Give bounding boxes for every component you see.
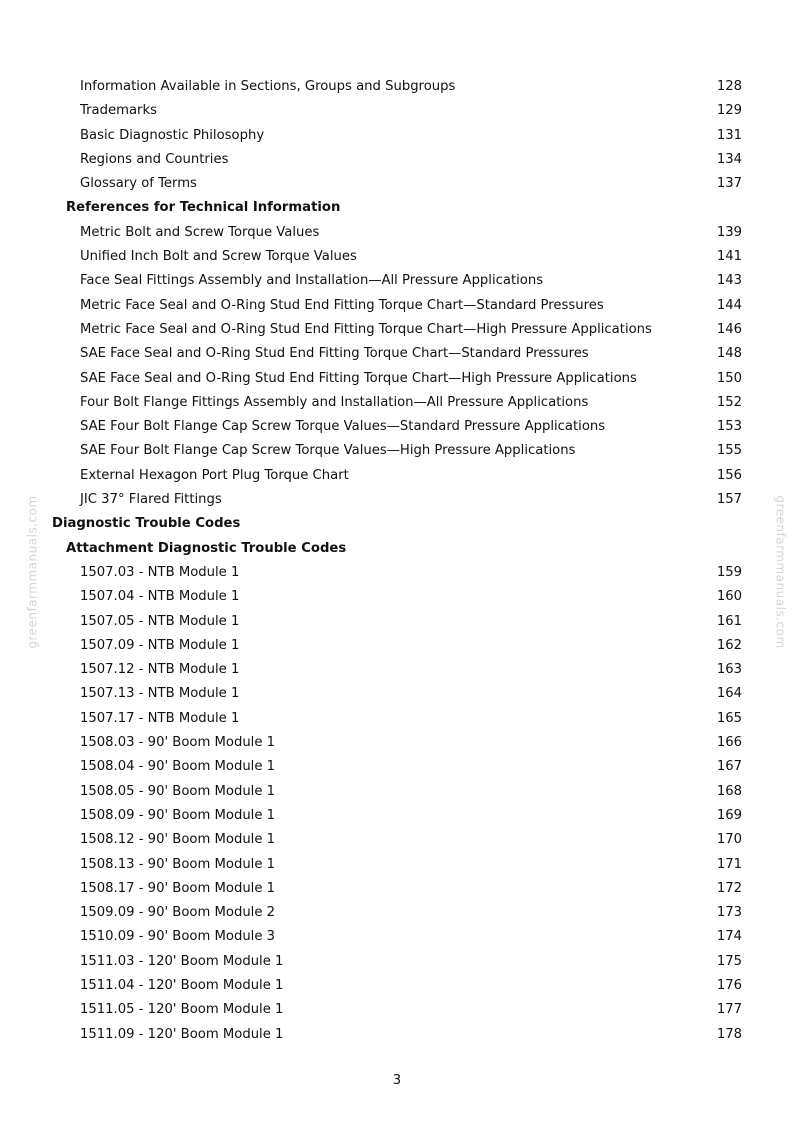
toc-entry-page: 176 [716,977,742,993]
toc-entry-title: 1508.04 - 90' Boom Module 1 [80,759,276,775]
toc-entry-title: 1507.13 - NTB Module 1 [80,686,240,702]
toc-entry-page: 174 [716,929,742,945]
toc-entry-page: 170 [716,832,742,848]
toc-entry[interactable] [0,755,794,779]
toc-entry-page: 129 [716,103,742,119]
toc-entry-page: 161 [716,613,742,629]
toc-entry-page: 139 [716,224,742,240]
toc-entry-title: External Hexagon Port Plug Torque Chart [80,467,349,483]
toc-entry-title: Basic Diagnostic Philosophy [80,127,265,143]
toc-entry-title: References for Technical Information [66,200,341,216]
toc-entry-title: 1511.09 - 120' Boom Module 1 [80,1026,284,1042]
toc-entry-title: 1508.05 - 90' Boom Module 1 [80,783,276,799]
toc-entry[interactable] [0,682,794,706]
toc-entry-title: SAE Face Seal and O-Ring Stud End Fitting Torque Chart—High Pressure Applications [80,370,637,386]
toc-entry[interactable] [0,950,794,974]
toc-entry[interactable] [0,877,794,901]
toc-entry-page: 167 [716,759,742,775]
toc-entry[interactable] [0,75,794,99]
toc-entry-title: 1511.03 - 120' Boom Module 1 [80,953,284,969]
toc-entry[interactable] [0,610,794,634]
toc-entry[interactable] [0,99,794,123]
toc-entry-page: 162 [716,637,742,653]
toc-entry-page: 152 [716,394,742,410]
toc-entry[interactable] [0,464,794,488]
toc-entry-page: 164 [716,686,742,702]
toc-entry-page: 134 [716,151,742,167]
toc-entry-page: 146 [716,321,742,337]
toc-entry-page: 172 [716,880,742,896]
toc-entry-title: Metric Face Seal and O-Ring Stud End Fitting Torque Chart—Standard Pressures [80,297,604,313]
toc-entry[interactable] [0,804,794,828]
toc-entry-page: 168 [716,783,742,799]
toc-entry[interactable] [0,269,794,293]
toc-entry-title: Face Seal Fittings Assembly and Installation—All Pressure Applications [80,273,544,289]
toc-entry-title: Diagnostic Trouble Codes [52,516,241,532]
toc-entry-title: 1509.09 - 90' Boom Module 2 [80,905,276,921]
toc-entry-title: Information Available in Sections, Groups and Subgroups [80,79,456,94]
toc-entry-title: Unified Inch Bolt and Screw Torque Values [80,249,357,265]
toc-entry[interactable] [0,731,794,755]
toc-entry-title: 1507.09 - NTB Module 1 [80,637,240,653]
toc-entry[interactable] [0,780,794,804]
toc-entry[interactable] [0,124,794,148]
toc-heading [0,512,794,536]
toc-entry-title: 1507.12 - NTB Module 1 [80,662,240,678]
toc-entry-title: SAE Four Bolt Flange Cap Screw Torque Values—High Pressure Applications [80,443,576,459]
toc-entry[interactable] [0,998,794,1022]
toc-heading [0,537,794,561]
page-number: 3 [392,1073,402,1088]
toc-entry-page: 141 [716,249,742,265]
toc-entry-title: 1508.12 - 90' Boom Module 1 [80,832,276,848]
toc-entry-title: 1508.09 - 90' Boom Module 1 [80,807,276,823]
toc-entry-page: 159 [716,564,742,580]
toc-entry-title: 1507.05 - NTB Module 1 [80,613,240,629]
toc-entry[interactable] [0,974,794,998]
toc-entry-title: Metric Face Seal and O-Ring Stud End Fitting Torque Chart—High Pressure Applications [80,321,652,337]
toc-entry-page: 144 [716,297,742,313]
toc-entry-title: 1508.17 - 90' Boom Module 1 [80,880,276,896]
toc-entry[interactable] [0,925,794,949]
toc-entry-page: 163 [716,662,742,678]
toc-entry-title: Trademarks [80,103,157,119]
toc-entry-page: 153 [716,419,742,435]
toc-entry-title: 1507.03 - NTB Module 1 [80,564,240,580]
toc-entry-page: 128 [716,79,742,94]
toc-entry[interactable] [0,172,794,196]
toc-entry[interactable] [0,148,794,172]
toc-entry[interactable] [0,828,794,852]
toc-entry[interactable] [0,294,794,318]
toc-entry-page: 156 [716,467,742,483]
toc-entry-page: 157 [716,492,742,508]
toc-entry-title: SAE Four Bolt Flange Cap Screw Torque Values—Standard Pressure Applications [80,419,606,435]
toc-entry[interactable] [0,318,794,342]
toc-entry[interactable] [0,367,794,391]
toc-entry-page: 160 [716,589,742,605]
watermark-right: greenfarmmanuals.com [773,495,788,649]
toc-entry-title: 1508.13 - 90' Boom Module 1 [80,856,276,872]
watermark-left: greenfarmmanuals.com [25,495,40,649]
toc-entry-title: JIC 37° Flared Fittings [80,492,222,508]
toc-entry-page: 169 [716,807,742,823]
toc-heading [0,196,794,220]
toc-entry-page: 178 [716,1026,742,1042]
toc-entry[interactable] [0,391,794,415]
toc-entry-title: 1507.04 - NTB Module 1 [80,589,240,605]
toc-entry-page: 150 [716,370,742,386]
toc-entry-title: Four Bolt Flange Fittings Assembly and Installation—All Pressure Applications [80,394,589,410]
toc-entry[interactable] [0,415,794,439]
toc-entry[interactable] [0,585,794,609]
toc-entry-title: SAE Face Seal and O-Ring Stud End Fitting Torque Chart—Standard Pressures [80,346,589,362]
toc-entry-title: Regions and Countries [80,151,229,167]
toc-entry-page: 171 [716,856,742,872]
table-of-contents [0,75,794,1047]
toc-entry-title: Metric Bolt and Screw Torque Values [80,224,320,240]
toc-entry-title: 1510.09 - 90' Boom Module 3 [80,929,276,945]
toc-entry-title: Attachment Diagnostic Trouble Codes [66,540,347,556]
toc-entry-title: Glossary of Terms [80,176,197,192]
toc-entry-page: 177 [716,1002,742,1018]
toc-entry[interactable] [0,634,794,658]
toc-entry-title: 1511.05 - 120' Boom Module 1 [80,1002,284,1018]
toc-entry-page: 165 [716,710,742,726]
toc-entry[interactable] [0,901,794,925]
toc-entry-title: 1508.03 - 90' Boom Module 1 [80,735,276,751]
toc-entry[interactable] [0,658,794,682]
toc-entry-title: 1507.17 - NTB Module 1 [80,710,240,726]
toc-entry[interactable] [0,439,794,463]
toc-entry-title: 1511.04 - 120' Boom Module 1 [80,977,284,993]
toc-entry[interactable] [0,221,794,245]
toc-entry-page: 137 [716,176,742,192]
toc-entry-page: 143 [716,273,742,289]
toc-entry-page: 148 [716,346,742,362]
toc-entry[interactable] [0,707,794,731]
toc-entry[interactable] [0,342,794,366]
toc-entry-page: 173 [716,905,742,921]
toc-entry[interactable] [0,1023,794,1047]
toc-entry-page: 175 [716,953,742,969]
toc-entry-page: 131 [716,127,742,143]
toc-entry[interactable] [0,561,794,585]
toc-entry-page: 166 [716,735,742,751]
toc-entry[interactable] [0,245,794,269]
toc-entry-page: 155 [716,443,742,459]
toc-entry[interactable] [0,853,794,877]
toc-entry[interactable] [0,488,794,512]
